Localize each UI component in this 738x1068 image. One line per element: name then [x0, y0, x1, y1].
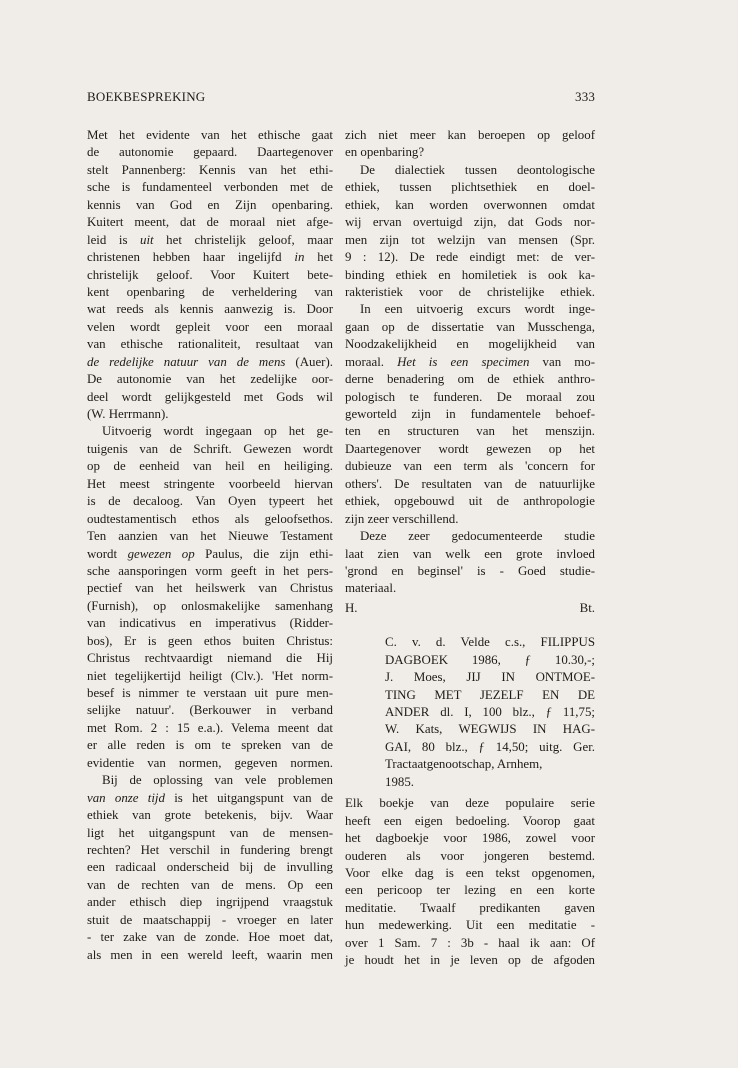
text-line: velen wordt gepleit voor een moraal — [87, 319, 333, 334]
text-line: als men in een wereld leeft, waarin men — [87, 947, 333, 962]
text-line: hun medewerking. Uit een meditatie - — [345, 918, 595, 933]
text-line: binding ethiek en homiletiek is ook ka- — [345, 267, 595, 282]
text-line: evidentie van normen, gegeven normen. — [87, 755, 333, 770]
text-line: De autonomie van het zedelijke oor- — [87, 372, 333, 387]
text-line: Noodzakelijkheid en mogelijkheid van — [345, 337, 595, 352]
text-line: stuit de maatschappij - vroeger en later — [87, 912, 333, 927]
text-line: rakteristiek voor de christelijke ethiek. — [345, 284, 595, 299]
text-line: selijke natuur'. (Berkouwer in verband — [87, 703, 333, 718]
text-line: is de decaloog. Van Oyen typeert het — [87, 494, 333, 509]
text-line: Voor elke dag is een tekst opgenomen, — [345, 865, 595, 880]
bibliography-line: J. Moes, JIJ IN ONTMOE- — [385, 670, 595, 685]
text-line: ligt het uitgangspunt van de mensen- — [87, 825, 333, 840]
text-line: Uitvoerig wordt ingegaan op het ge- — [102, 424, 333, 439]
running-title: BOEKBESPREKING — [87, 89, 206, 104]
text-line: heeft een eigen bedoeling. Voorop gaat — [345, 813, 595, 828]
text-line: een pericoop ter lezing en een korte — [345, 883, 595, 898]
text-line: over 1 Sam. 7 : 3b - haal ik aan: Of — [345, 935, 595, 950]
text-line: niet tegelijkertijd heiligt (Clv.). 'Het norm- — [87, 668, 333, 683]
text-line: gaan op de dissertatie van Musschenga, — [345, 319, 595, 334]
text-line: Christus rechtvaardigt niemand die Hij — [87, 651, 333, 666]
bibliography-line: TING MET JEZELF EN DE — [385, 687, 595, 702]
text-line: oudtestamentisch ethos als geloofsethos. — [87, 511, 333, 526]
text-line: er alle reden is om te spreken van de — [87, 738, 333, 753]
text-line: besef is nimmer te verstaan uit pure men- — [87, 686, 333, 700]
text-line: men zijn tot welzijn van mensen (Spr. — [345, 232, 595, 247]
text-line: De dialectiek tussen deontologische — [360, 162, 595, 177]
text-line: ethiek, opgebouwd uit de anthropologie — [345, 494, 595, 509]
text-line: sche aansporingen vorm geeft in het pers- — [87, 563, 333, 578]
text-line: pectief van het heilswerk van Christus — [87, 581, 333, 596]
text-line: Kuitert meent, dat de moraal niet afge- — [87, 215, 333, 230]
bibliography-line: ANDER dl. I, 100 blz., ƒ 11,75; — [385, 705, 595, 720]
text-line: Elk boekje van deze populaire serie — [345, 796, 595, 811]
text-line: others'. De resultaten van de natuurlijke — [345, 476, 595, 491]
text-line: Bij de oplossing van vele problemen — [102, 773, 333, 788]
text-line: Ten aanzien van het Nieuwe Testament — [87, 529, 333, 544]
bibliographic-entry — [385, 634, 595, 791]
text-line: kent openbaring de verheldering van — [87, 284, 333, 299]
text-line: zijn zeer verschillend. — [345, 511, 459, 526]
bibliography-line: W. Kats, WEGWIJS IN HAG- — [385, 722, 595, 737]
text-line: christenen hebben haar ingelijfd in het — [87, 250, 333, 265]
bibliography-line: DAGBOEK 1986, ƒ 10.30,-; — [385, 652, 595, 667]
text-line: laat zien van welk een grote invloed — [345, 546, 595, 561]
right-column — [345, 127, 595, 970]
text-line: ethiek van grote betekenis, bijv. Waar — [87, 808, 333, 823]
left-column — [87, 127, 333, 964]
text-line: de redelijke natuur van de mens (Auer). — [87, 354, 333, 369]
text-line: van ethische rationaliteit, resultaat van — [87, 337, 333, 352]
text-line: leid is uit het christelijk geloof, maar — [87, 232, 334, 247]
text-line: de autonomie gepaard. Daartegenover — [87, 145, 333, 160]
text-line: meditatie. Twaalf predikanten gaven — [345, 900, 595, 915]
text-line: tuigenis van de Schrift. Gewezen wordt — [87, 441, 333, 456]
text-line: dubieuze van een term als 'concern for — [345, 459, 595, 474]
text-line: derne benadering om de ethiek anthro- — [345, 372, 595, 387]
text-line: In een uitvoerig excurs wordt inge- — [360, 302, 595, 317]
text-line: ethiek, kan worden overwonnen omdat — [345, 197, 595, 212]
text-line: stelt Pannenberg: Kennis van het ethi- — [87, 162, 333, 177]
text-line: Met het evidente van het ethische gaat — [87, 128, 333, 142]
text-line: Het meest stringente voorbeeld hiervan — [87, 476, 333, 491]
text-line: wat reeds als kennis aanwezig is. Door — [87, 302, 333, 317]
text-line: en openbaring? — [345, 145, 425, 160]
signature-initial: H. — [345, 600, 358, 615]
signature-surname-initial: Bt. — [579, 600, 595, 615]
text-line: materiaal. — [345, 581, 397, 596]
text-line: deel wordt gelijkgesteld met Gods wil — [87, 389, 333, 404]
text-line: ander ethisch diep ingrijpend vraagstuk — [87, 895, 333, 910]
text-line: kennis van God en Zijn openbaring. — [87, 197, 333, 212]
text-line: pologisch te funderen. De moraal zou — [345, 389, 595, 404]
text-line: van indicativus en imperativus (Ridder- — [87, 616, 333, 631]
bibliography-line: Tractaatgenootschap, Arnhem, — [385, 757, 543, 772]
text-line: sche is fundamenteel verbonden met de — [87, 180, 333, 195]
text-line: moraal. Het is een specimen van mo- — [345, 354, 595, 369]
text-line: 'grond en beginsel' is - Goed studie- — [345, 563, 595, 578]
text-line: ethiek, tussen plichtsethiek en doel- — [345, 180, 595, 195]
bibliography-line: GAI, 80 blz., ƒ 14,50; uitg. Ger. — [385, 739, 595, 754]
text-line: op de eenheid van heil en heiliging. — [87, 459, 333, 474]
text-line: bos), Er is geen ethos buiten Christus: — [87, 633, 333, 648]
text-line: geworteld zijn in fundamentele behoef- — [345, 407, 595, 421]
text-line: Deze zeer gedocumenteerde studie — [360, 529, 595, 544]
text-line: christelijk geloof. Voor Kuitert bete- — [87, 267, 333, 282]
review-signature — [345, 600, 595, 617]
text-line: van onze tijd is het uitgangspunt van de — [87, 790, 333, 805]
text-line: (Furnish), op onlosmakelijke samenhang — [87, 598, 333, 613]
text-line: het dagboekje voor 1986, zowel voor — [345, 831, 595, 846]
text-line: wij ervan overtuigd zijn, dat Gods nor- — [345, 215, 595, 230]
text-line: je houdt het in je leven op de afgoden — [345, 953, 595, 968]
bibliography-line: C. v. d. Velde c.s., FILIPPUS — [385, 635, 595, 650]
text-line: wordt gewezen op Paulus, die zijn ethi- — [87, 546, 334, 561]
text-line: van de rechten van de mens. Op een — [87, 877, 333, 892]
text-line: rechten? Het verschil in fundering brengt — [87, 842, 333, 857]
bibliography-line: 1985. — [385, 774, 415, 789]
text-line: ten en structuren van het menszijn. — [345, 424, 595, 439]
text-line: 9 : 12). De rede eindigt met: de ver- — [345, 250, 595, 265]
page-number: 333 — [575, 89, 596, 104]
text-line: - ter zake van de zonde. Hoe moet dat, — [87, 930, 333, 945]
text-line: Daartegenover wordt gewezen op het — [345, 441, 595, 456]
text-line: met Rom. 2 : 15 e.a.). Velema meent dat — [87, 720, 333, 735]
text-line: een radicaal onderscheid bij de invulling — [87, 860, 333, 875]
text-line: (W. Herrmann). — [87, 407, 169, 421]
text-line: ouderen als voor jongeren bestemd. — [345, 848, 595, 863]
text-line: zich niet meer kan beroepen op geloof — [345, 128, 595, 142]
